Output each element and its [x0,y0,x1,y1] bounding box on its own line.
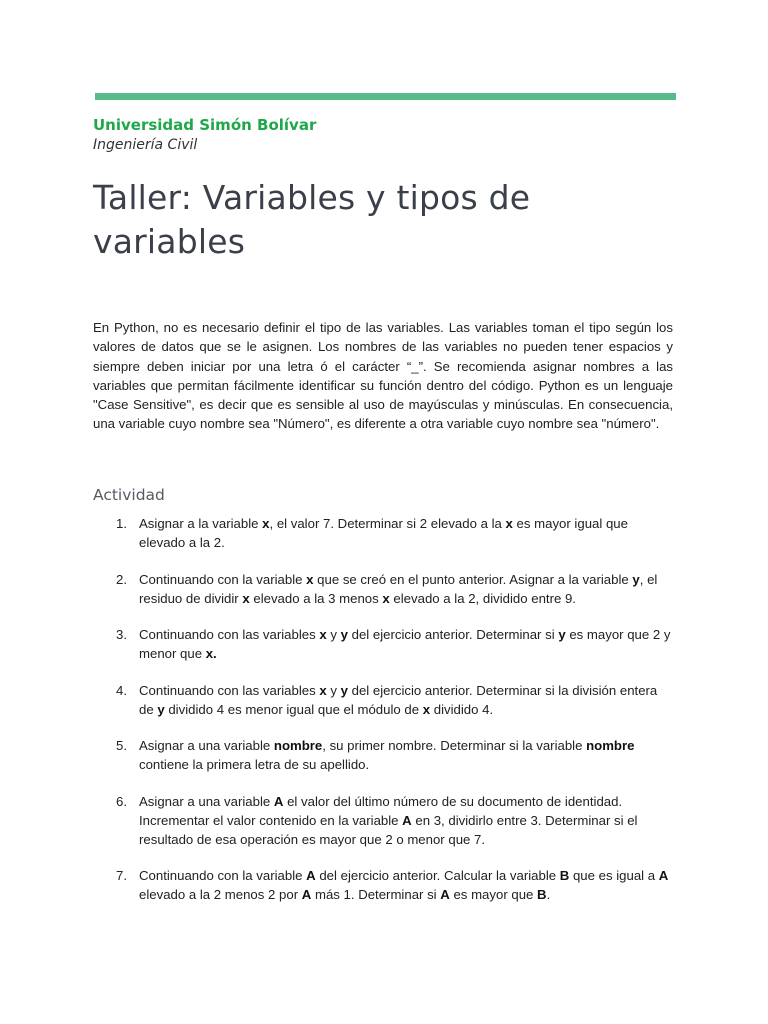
text-run: es mayor que [449,887,538,902]
text-run: y [326,627,341,642]
text-run: el valor del último número de su documento de identidad. Incrementar el valor contenido en la variable [139,793,623,828]
text-run: , el residuo de dividir [139,571,658,606]
activity-item [93,681,673,719]
text-run: del ejercicio anterior. Calcular la variable [315,868,560,883]
text-run: dividido 4 es menor igual que el módulo de [164,701,423,717]
variable-name: x [262,516,270,531]
text-run: Continuando con las variables [139,682,320,698]
text-run: del ejercicio anterior. Determinar si [347,627,559,642]
activity-item-number: 4. [116,682,127,698]
variable-name: B [537,887,547,902]
text-run: Continuando con la variable [139,868,307,883]
variable-name: y [632,571,640,587]
variable-name: B [559,868,570,883]
activity-item [93,514,673,552]
text-run: Asignar a una variable [139,793,274,809]
activity-item-number: 5. [116,738,127,753]
activity-heading: Actividad [93,486,165,504]
text-run: , el valor 7. Determinar si 2 elevado a la [269,516,506,531]
text-run: dividido 4. [430,701,494,717]
text-run: es mayor igual que elevado a la 2. [139,516,628,550]
page-title: Taller: Variables y tipos de variables [93,178,531,261]
activity-item-number: 2. [116,571,127,587]
variable-name: A [273,793,284,809]
variable-name: y [340,682,348,698]
text-run: Continuando con la variable [139,571,307,587]
activity-item [93,866,673,904]
variable-name: A [658,868,669,883]
variable-name: nombre [273,738,323,753]
activity-item-text [139,514,673,552]
variable-name: y [340,627,348,642]
text-run: contiene la primera letra de su apellido. [139,757,370,772]
variable-name: A [440,887,450,902]
text-run: es mayor que 2 y menor que [139,627,671,661]
variable-name: A [402,812,412,828]
activity-item-text [139,625,673,663]
variable-name: nombre [586,738,635,753]
text-run: elevado a la 2, dividido entre 9. [389,590,576,606]
text-run: que se creó en el punto anterior. Asignar a la variable [313,571,633,587]
activity-item [93,570,673,608]
variable-name: y [558,627,566,642]
text-run: más 1. Determinar si [311,887,441,902]
activity-item-text [139,792,673,849]
activity-list [93,514,673,922]
text-run: en 3, dividirlo entre 3. Determinar si el resultado de esa operación es mayor que 2 o menor que 7. [139,812,638,847]
faculty-name: Ingeniería Civil [93,137,198,153]
text-run: , su primer nombre. Determinar si la variable [322,738,587,753]
variable-name: x [306,571,314,587]
university-name: Universidad Simón Bolívar [93,116,317,134]
activity-item-number: 3. [116,627,127,642]
text-run: Asignar a la variable [139,516,263,531]
variable-name: x [319,627,327,642]
text-run: del ejercicio anterior. Determinar si la división entera de [139,682,658,717]
intro-paragraph: En Python, no es necesario definir el tipo de las variables. Las variables toman el tipo según los valores de datos que se le asignen. Los nombres de las variables no pueden tener espacios y siempre deben iniciar por una letra ó el carácter “_”. Se recomienda asignar nombres a las variables que permitan fácilmente identificar su función dentro del código. Python es un lenguaje "Case Sensitive", es decir que es sensible al uso de mayúsculas y minúsculas. En consecuencia, una variable cuyo nombre sea "Número", es diferente a otra variable cuyo nombre sea "número". [93,320,673,432]
activity-item-text [139,570,673,608]
text-run: que es igual a [569,868,659,883]
activity-item-number: 7. [116,868,127,883]
text-run: Continuando con las variables [139,627,320,642]
text-run: elevado a la 3 menos [249,590,383,606]
text-run: y [326,682,341,698]
variable-name: A [306,868,316,883]
activity-item [93,736,673,774]
activity-item [93,625,673,663]
activity-item-number: 6. [116,793,127,809]
variable-name: A [301,887,312,902]
header-rule [95,93,676,100]
activity-item-text [139,681,673,719]
variable-name: x [422,701,431,717]
variable-name: y [157,701,165,717]
variable-name: x [242,590,250,606]
variable-name: x [505,516,513,531]
activity-item-text [139,736,673,774]
activity-item [93,792,673,849]
activity-item-number: 1. [116,516,127,531]
variable-name: x. [205,646,217,661]
text-run: Asignar a una variable [139,738,274,753]
activity-item-text [139,866,673,904]
text-run: . [546,887,551,902]
text-run: elevado a la 2 menos 2 por [139,887,302,902]
variable-name: x [382,590,390,606]
variable-name: x [319,682,327,698]
